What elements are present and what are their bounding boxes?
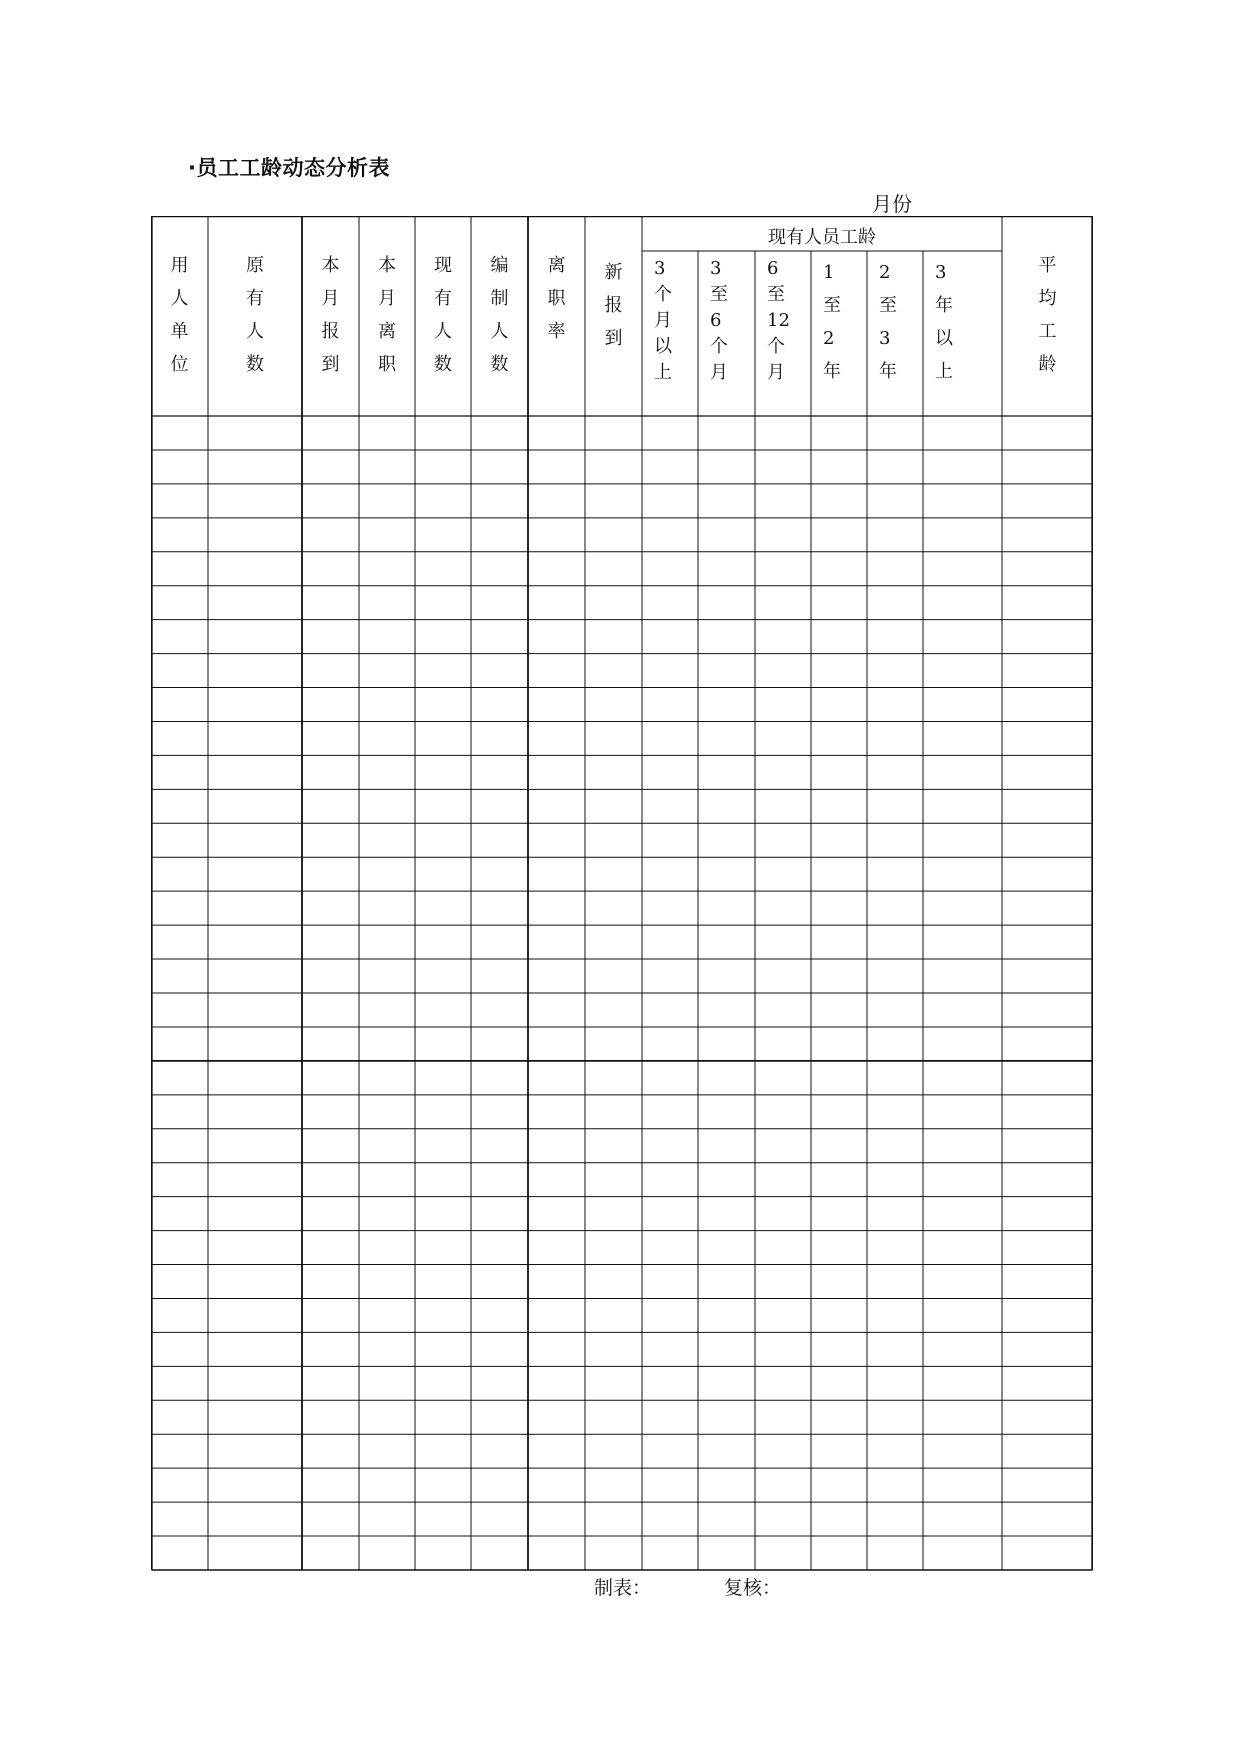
column-header-char: 人 bbox=[170, 288, 189, 309]
column-header-char: 到 bbox=[321, 354, 340, 375]
column-header-char: 报 bbox=[321, 321, 340, 342]
column-header-char: 人 bbox=[490, 321, 509, 342]
column-header-char: 职 bbox=[547, 288, 566, 309]
prepared-by-label: 制表： bbox=[594, 1577, 652, 1599]
column-header-char: 平 bbox=[1038, 255, 1057, 276]
column-header-char: 职 bbox=[378, 354, 396, 375]
column-header-char: 以 bbox=[654, 336, 672, 357]
column-header-char: 3 bbox=[879, 328, 891, 349]
column-header-char: 月 bbox=[654, 310, 672, 331]
column-header-char: 位 bbox=[170, 354, 189, 375]
column-header-char: 用 bbox=[170, 255, 189, 276]
column-header-char: 至 bbox=[767, 284, 785, 305]
column-header-current bbox=[423, 249, 463, 381]
column-header-new bbox=[594, 256, 634, 355]
column-header-char: 3 bbox=[654, 258, 666, 279]
column-header-char: 到 bbox=[604, 328, 623, 349]
column-header-turnover bbox=[537, 249, 577, 348]
column-header-char: 个 bbox=[654, 284, 672, 305]
column-header-char: 现 bbox=[434, 255, 452, 276]
column-header-char: 月 bbox=[710, 362, 728, 383]
column-header-char: 至 bbox=[710, 284, 728, 305]
column-header-char: 年 bbox=[823, 361, 841, 382]
column-header-char: 有 bbox=[246, 288, 264, 309]
reviewed-by-label: 复核： bbox=[724, 1577, 782, 1599]
column-header-char: 年 bbox=[935, 295, 953, 316]
column-header-char: 以 bbox=[935, 328, 953, 349]
column-header-char: 月 bbox=[321, 288, 340, 309]
column-header-char: 人 bbox=[246, 321, 264, 342]
column-header-char: 月 bbox=[378, 288, 396, 309]
column-header-char: 2 bbox=[823, 328, 835, 349]
column-header-char: 3 bbox=[935, 262, 947, 283]
column-header-char: 单 bbox=[170, 321, 189, 342]
column-header-char: 6 bbox=[767, 258, 779, 279]
column-header-char: 1 bbox=[823, 262, 835, 283]
column-header-3to6m bbox=[710, 256, 750, 386]
column-header-char: 均 bbox=[1038, 288, 1057, 309]
column-header-unit bbox=[160, 249, 200, 381]
column-header-char: 新 bbox=[604, 262, 623, 283]
period-label: 月份 bbox=[872, 192, 912, 216]
column-header-char: 原 bbox=[246, 255, 264, 276]
column-header-char: 至 bbox=[879, 295, 897, 316]
column-header-char: 上 bbox=[654, 362, 672, 383]
column-header-gt3y bbox=[935, 256, 975, 388]
column-header-char: 离 bbox=[378, 321, 396, 342]
column-header-2to3y bbox=[879, 256, 919, 388]
column-header-avg bbox=[1028, 249, 1068, 381]
column-header-char: 12 bbox=[767, 310, 790, 331]
column-header-char: 离 bbox=[547, 255, 566, 276]
column-header-char: 报 bbox=[604, 295, 623, 316]
column-header-quota bbox=[480, 249, 520, 381]
column-header-char: 率 bbox=[547, 321, 566, 342]
column-header-char: 有 bbox=[434, 288, 452, 309]
column-header-char: 制 bbox=[490, 288, 509, 309]
column-header-char: 本 bbox=[378, 255, 396, 276]
column-header-char: 本 bbox=[321, 255, 340, 276]
analysis-table bbox=[151, 216, 1093, 1571]
column-header-char: 数 bbox=[434, 354, 452, 375]
column-header-char: 月 bbox=[767, 362, 785, 383]
group-header-current-seniority: 现有人员工龄 bbox=[768, 227, 876, 248]
column-header-char: 个 bbox=[767, 336, 785, 357]
column-header-char: 上 bbox=[935, 361, 953, 382]
table-grid bbox=[151, 216, 1093, 1571]
column-header-char: 人 bbox=[434, 321, 452, 342]
column-header-char: 6 bbox=[710, 310, 722, 331]
column-header-left bbox=[367, 249, 407, 381]
column-header-char: 年 bbox=[879, 361, 897, 382]
column-header-char: 龄 bbox=[1038, 354, 1057, 375]
column-header-lt3m bbox=[654, 256, 694, 386]
column-header-6to12m bbox=[767, 256, 807, 386]
column-header-char: 数 bbox=[490, 354, 509, 375]
column-header-1to2y bbox=[823, 256, 863, 388]
column-header-joined bbox=[311, 249, 351, 381]
column-header-char: 3 bbox=[710, 258, 722, 279]
column-header-char: 至 bbox=[823, 295, 841, 316]
column-header-char: 数 bbox=[246, 354, 264, 375]
column-header-char: 编 bbox=[490, 255, 509, 276]
column-header-char: 2 bbox=[879, 262, 891, 283]
document-title: ·员工工龄动态分析表 bbox=[188, 156, 390, 180]
column-header-char: 个 bbox=[710, 336, 728, 357]
column-header-char: 工 bbox=[1038, 321, 1057, 342]
column-header-original bbox=[235, 249, 275, 381]
